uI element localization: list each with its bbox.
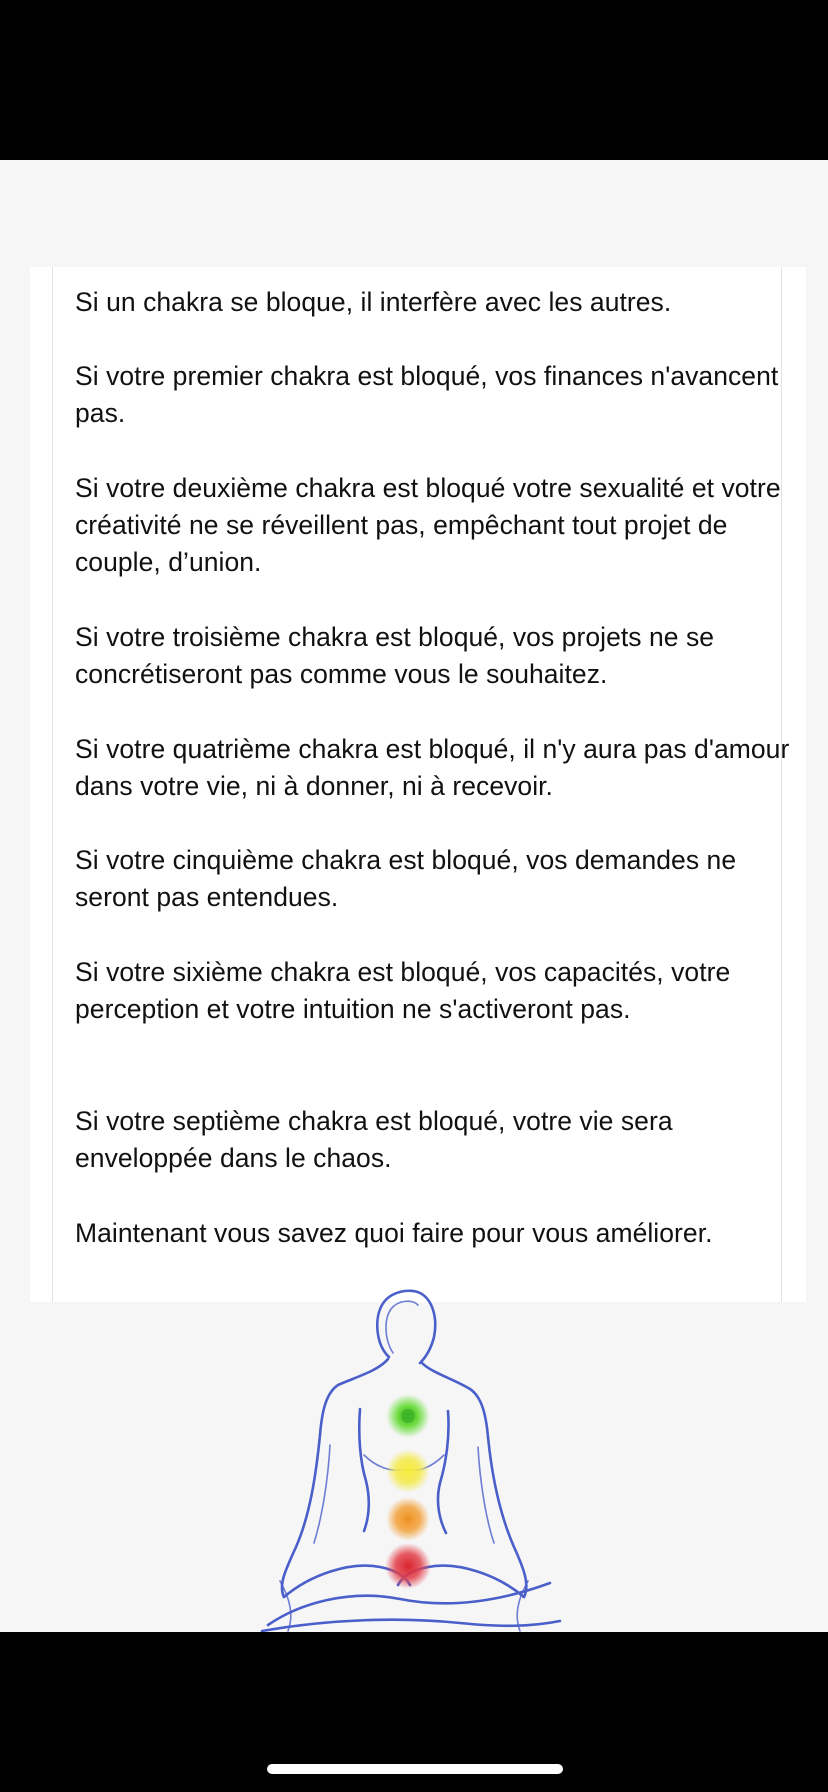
- root-chakra-dot: [385, 1543, 431, 1589]
- solar-plexus-chakra-dot: [386, 1449, 430, 1493]
- paragraph-conclusion: Maintenant vous savez quoi faire pour vous améliorer.: [75, 1218, 713, 1248]
- meditating-figure-icon: [260, 1285, 570, 1632]
- home-indicator[interactable]: [267, 1764, 563, 1774]
- sacral-chakra-dot: [386, 1497, 430, 1541]
- screenshot-content: [0, 160, 828, 1632]
- paragraph-third-chakra: Si votre troisième chakra est bloqué, vos projets ne se concrétiseront pas comme vous le souhaitez.: [75, 622, 715, 689]
- paragraph-sixth-chakra: Si votre sixième chakra est bloqué, vos capacités, votre perception et votre intuition ne s'activeront pas.: [75, 957, 731, 1024]
- paragraph-first-chakra: Si votre premier chakra est bloqué, vos finances n'avancent pas.: [75, 361, 779, 428]
- paragraph-second-chakra: Si votre deuxième chakra est bloqué votre sexualité et votre créativité ne se réveillent pas, empêchant tout projet de couple, d’union.: [75, 473, 781, 577]
- article-card: [30, 267, 806, 1302]
- paragraph-fourth-chakra: Si votre quatrième chakra est bloqué, il n'y aura pas d'amour dans votre vie, ni à donner, ni à recevoir.: [75, 734, 790, 801]
- paragraph-intro: Si un chakra se bloque, il interfère avec les autres.: [75, 287, 672, 317]
- paragraph-fifth-chakra: Si votre cinquième chakra est bloqué, vos demandes ne seront pas entendues.: [75, 845, 737, 912]
- paragraph-seventh-chakra: Si votre septième chakra est bloqué, votre vie sera enveloppée dans le chaos.: [75, 1106, 673, 1173]
- card-left-border: [52, 267, 53, 1302]
- top-black-bar: [0, 0, 828, 160]
